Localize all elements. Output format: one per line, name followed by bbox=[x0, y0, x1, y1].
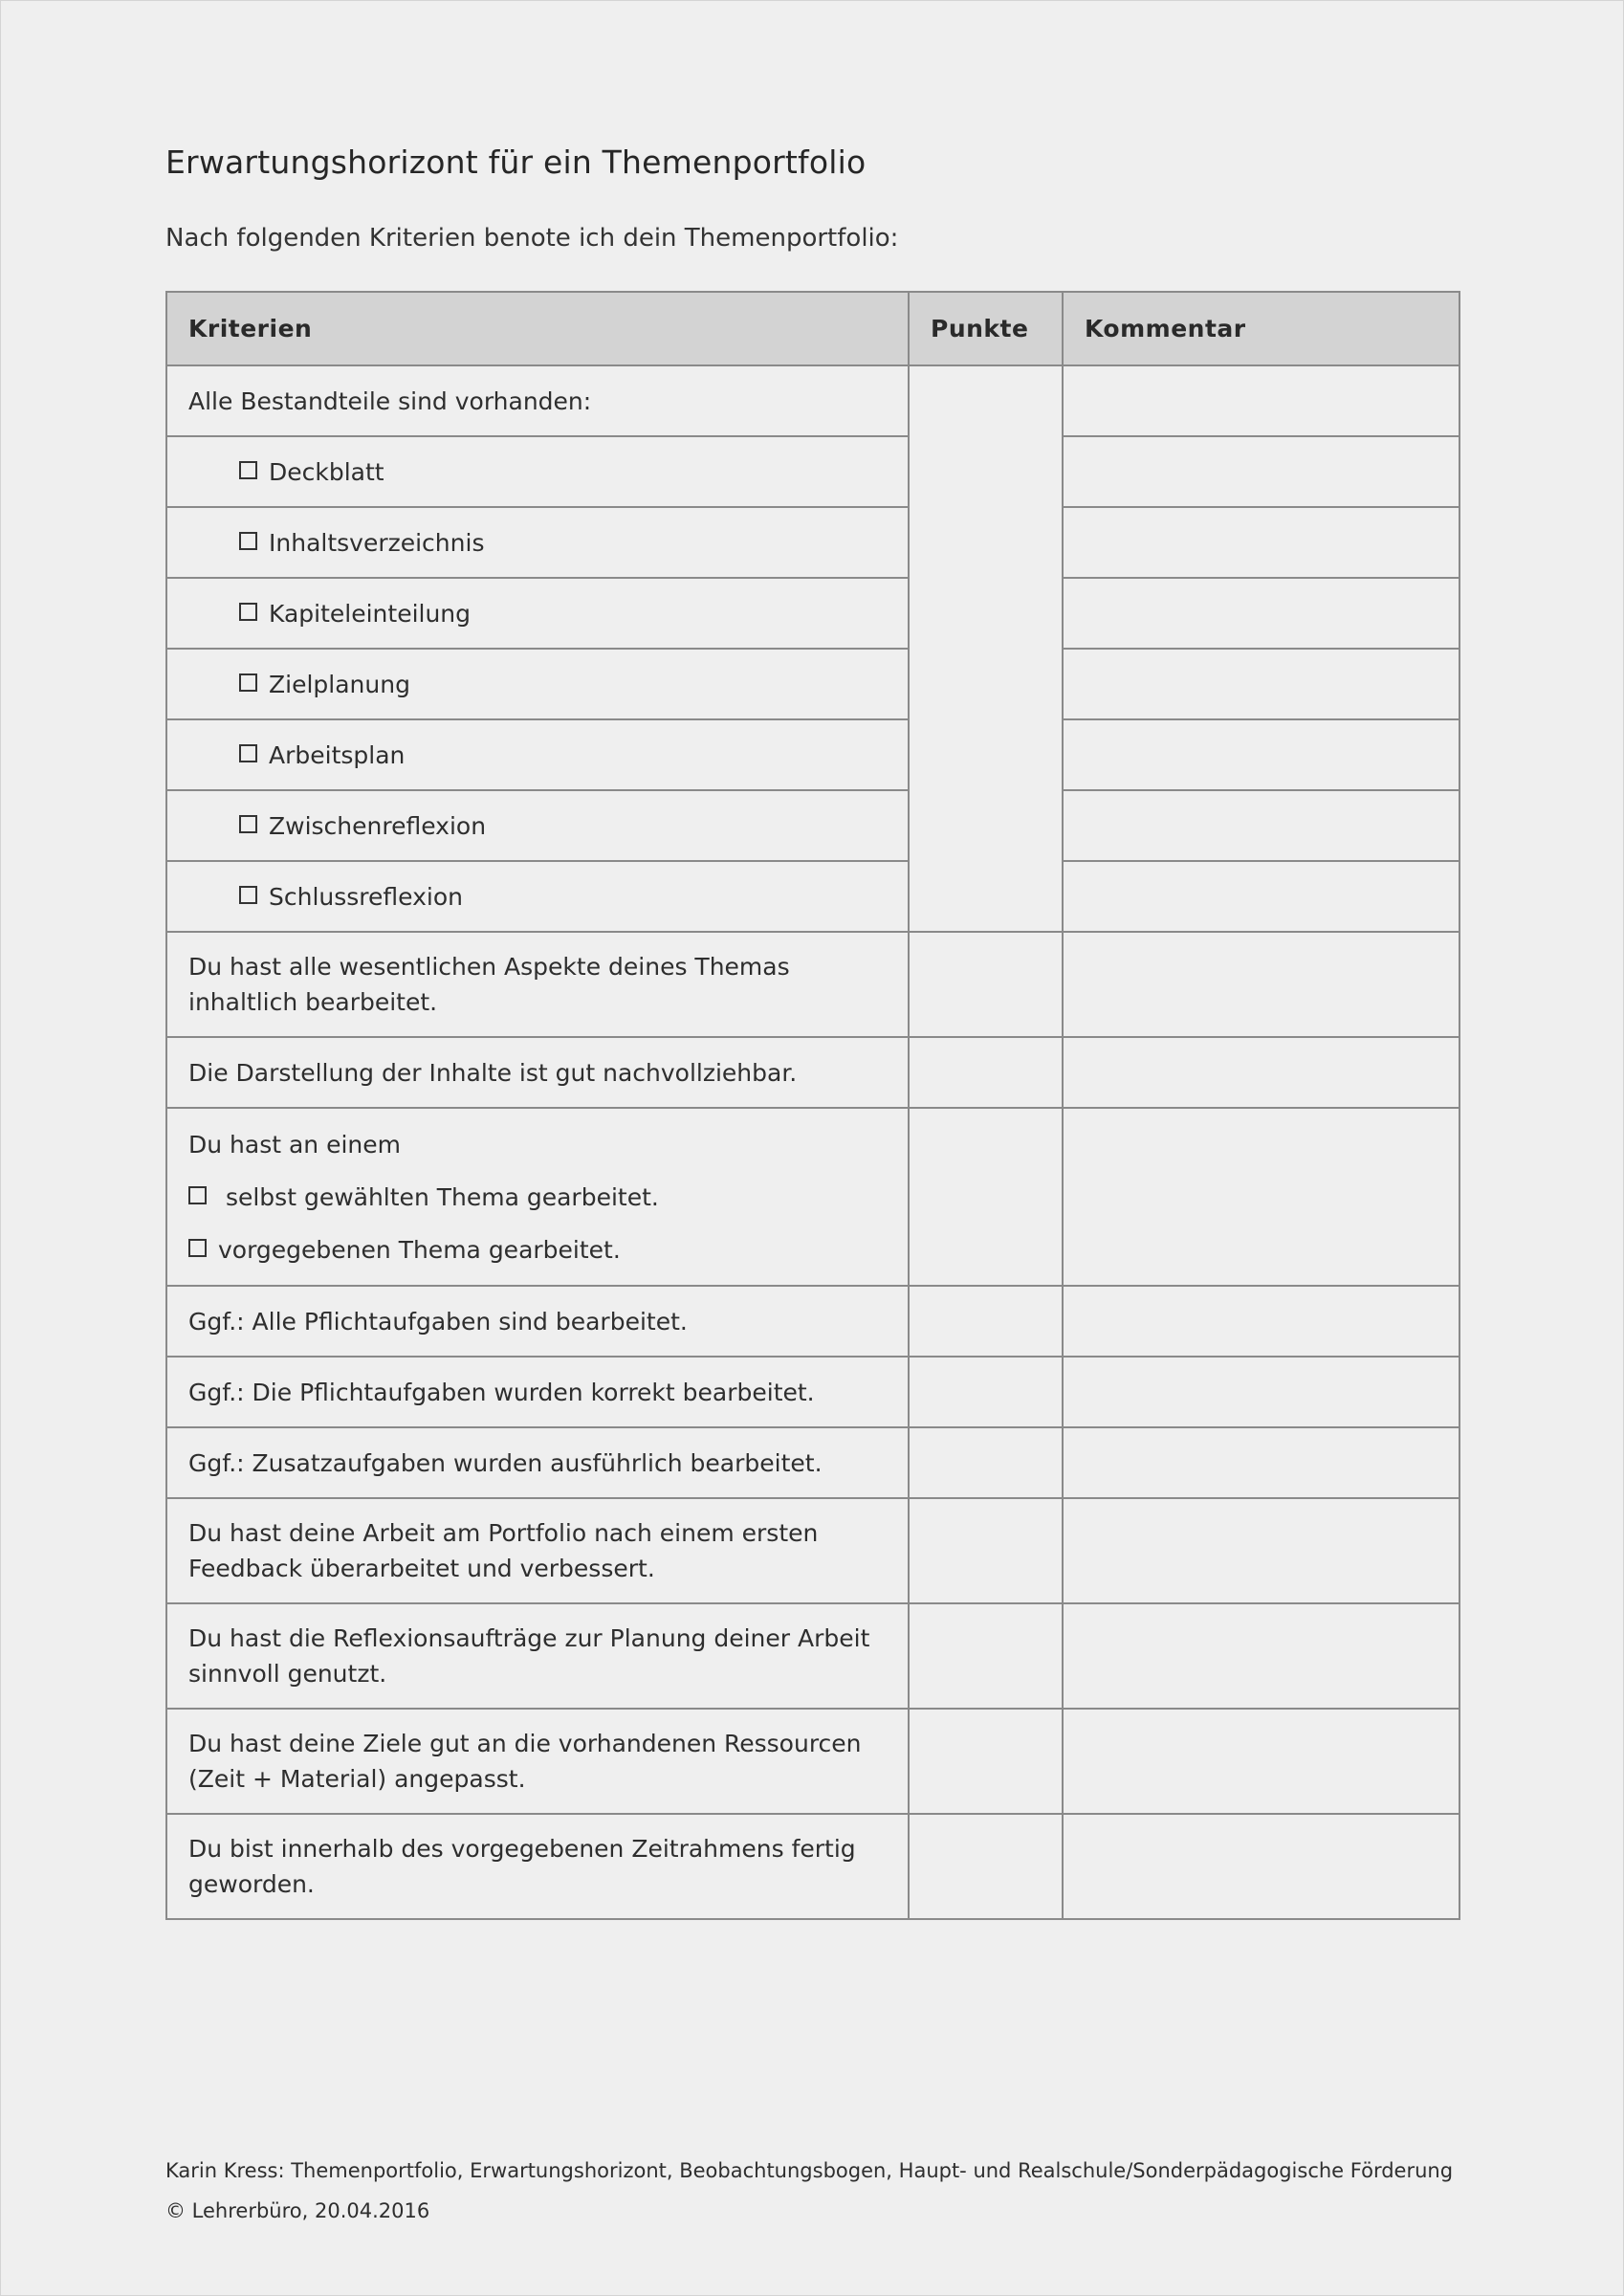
footer-copyright: © Lehrerbüro, 20.04.2016 bbox=[165, 2199, 430, 2222]
checkbox[interactable] bbox=[239, 744, 257, 762]
points-cell[interactable] bbox=[909, 1427, 1063, 1498]
table-row bbox=[166, 1427, 1459, 1498]
table-row bbox=[166, 932, 1459, 1037]
criteria-cell bbox=[166, 861, 909, 932]
header-kriterien: Kriterien bbox=[166, 292, 909, 365]
comment-cell[interactable] bbox=[1063, 1603, 1459, 1709]
table-row bbox=[166, 1108, 1459, 1286]
points-cell-components[interactable] bbox=[909, 365, 1063, 932]
table-row bbox=[166, 861, 1459, 932]
checkbox[interactable] bbox=[188, 1239, 207, 1257]
criteria-cell bbox=[166, 719, 909, 790]
points-cell[interactable] bbox=[909, 932, 1063, 1037]
criteria-cell: Du hast deine Arbeit am Portfolio nach einem ersten Feedback überarbeitet und verbessert. bbox=[166, 1498, 909, 1603]
checkbox[interactable] bbox=[239, 886, 257, 904]
comment-cell[interactable] bbox=[1063, 1427, 1459, 1498]
table-row bbox=[166, 365, 1459, 436]
component-label: Arbeitsplan bbox=[269, 740, 406, 769]
comment-cell[interactable] bbox=[1063, 719, 1459, 790]
points-cell[interactable] bbox=[909, 1286, 1063, 1357]
criteria-cell: Du hast die Reflexionsaufträge zur Planung deiner Arbeit sinnvoll genutzt. bbox=[166, 1603, 909, 1709]
points-cell[interactable] bbox=[909, 1357, 1063, 1427]
intro-text: Nach folgenden Kriterien benote ich dein Themenportfolio: bbox=[165, 224, 899, 253]
comment-cell[interactable] bbox=[1063, 1037, 1459, 1108]
points-cell[interactable] bbox=[909, 1603, 1063, 1709]
component-label: Zwischenreflexion bbox=[269, 811, 487, 840]
points-cell[interactable] bbox=[909, 1709, 1063, 1814]
criteria-cell bbox=[166, 507, 909, 578]
topic-option-label: selbst gewählten Thema gearbeitet. bbox=[225, 1182, 659, 1211]
comment-cell[interactable] bbox=[1063, 1286, 1459, 1357]
topic-heading: Du hast an einem bbox=[188, 1130, 401, 1159]
comment-cell[interactable] bbox=[1063, 365, 1459, 436]
table-row bbox=[166, 578, 1459, 649]
table-row bbox=[166, 1814, 1459, 1919]
points-cell[interactable] bbox=[909, 1037, 1063, 1108]
criteria-cell bbox=[166, 649, 909, 719]
criteria-cell: Du hast alle wesentlichen Aspekte deines Themas inhaltlich bearbeitet. bbox=[166, 932, 909, 1037]
footer bbox=[165, 2151, 1453, 2231]
comment-cell[interactable] bbox=[1063, 507, 1459, 578]
criteria-cell: Du hast deine Ziele gut an die vorhandenen Ressourcen (Zeit + Material) angepasst. bbox=[166, 1709, 909, 1814]
criteria-cell: Alle Bestandteile sind vorhanden: bbox=[166, 365, 909, 436]
checkbox[interactable] bbox=[239, 673, 257, 692]
criteria-cell: Ggf.: Die Pflichtaufgaben wurden korrekt bearbeitet. bbox=[166, 1357, 909, 1427]
comment-cell[interactable] bbox=[1063, 649, 1459, 719]
table-row bbox=[166, 1603, 1459, 1709]
points-cell[interactable] bbox=[909, 1108, 1063, 1286]
criteria-cell bbox=[166, 436, 909, 507]
criteria-cell: Die Darstellung der Inhalte ist gut nachvollziehbar. bbox=[166, 1037, 909, 1108]
points-cell[interactable] bbox=[909, 1498, 1063, 1603]
comment-cell[interactable] bbox=[1063, 861, 1459, 932]
criteria-cell bbox=[166, 1108, 909, 1286]
checkbox[interactable] bbox=[188, 1186, 207, 1204]
topic-option bbox=[188, 1180, 887, 1215]
comment-cell[interactable] bbox=[1063, 932, 1459, 1037]
checkbox[interactable] bbox=[239, 603, 257, 621]
table-row bbox=[166, 719, 1459, 790]
criteria-cell: Ggf.: Alle Pflichtaufgaben sind bearbeitet. bbox=[166, 1286, 909, 1357]
criteria-cell bbox=[166, 790, 909, 861]
comment-cell[interactable] bbox=[1063, 1357, 1459, 1427]
table-row bbox=[166, 507, 1459, 578]
topic-option-label: vorgegebenen Thema gearbeitet. bbox=[218, 1235, 621, 1264]
component-label: Inhaltsverzeichnis bbox=[269, 528, 485, 557]
component-label: Deckblatt bbox=[269, 457, 384, 486]
comment-cell[interactable] bbox=[1063, 1498, 1459, 1603]
checkbox[interactable] bbox=[239, 461, 257, 479]
criteria-table bbox=[165, 291, 1460, 1920]
comment-cell[interactable] bbox=[1063, 436, 1459, 507]
component-label: Schlussreflexion bbox=[269, 882, 463, 911]
table-row bbox=[166, 1357, 1459, 1427]
comment-cell[interactable] bbox=[1063, 790, 1459, 861]
table-header-row bbox=[166, 292, 1459, 365]
footer-credit: Karin Kress: Themenportfolio, Erwartungshorizont, Beobachtungsbogen, Haupt- und Realschule/Sonderpädagogische Förderung bbox=[165, 2159, 1454, 2182]
criteria-cell bbox=[166, 578, 909, 649]
criteria-cell: Ggf.: Zusatzaufgaben wurden ausführlich bearbeitet. bbox=[166, 1427, 909, 1498]
header-punkte: Punkte bbox=[909, 292, 1063, 365]
component-label: Kapiteleinteilung bbox=[269, 599, 472, 628]
criteria-cell: Du bist innerhalb des vorgegebenen Zeitrahmens fertig geworden. bbox=[166, 1814, 909, 1919]
table-row bbox=[166, 790, 1459, 861]
header-kommentar: Kommentar bbox=[1063, 292, 1459, 365]
page-title: Erwartungshorizont für ein Themenportfolio bbox=[165, 144, 867, 181]
checkbox[interactable] bbox=[239, 815, 257, 833]
table-row bbox=[166, 649, 1459, 719]
checkbox[interactable] bbox=[239, 532, 257, 550]
table-row bbox=[166, 1286, 1459, 1357]
comment-cell[interactable] bbox=[1063, 1814, 1459, 1919]
table-row bbox=[166, 1498, 1459, 1603]
comment-cell[interactable] bbox=[1063, 578, 1459, 649]
comment-cell[interactable] bbox=[1063, 1709, 1459, 1814]
component-label: Zielplanung bbox=[269, 670, 410, 698]
table-row bbox=[166, 1037, 1459, 1108]
topic-option bbox=[188, 1232, 887, 1268]
comment-cell[interactable] bbox=[1063, 1108, 1459, 1286]
table-row bbox=[166, 1709, 1459, 1814]
table-row bbox=[166, 436, 1459, 507]
points-cell[interactable] bbox=[909, 1814, 1063, 1919]
